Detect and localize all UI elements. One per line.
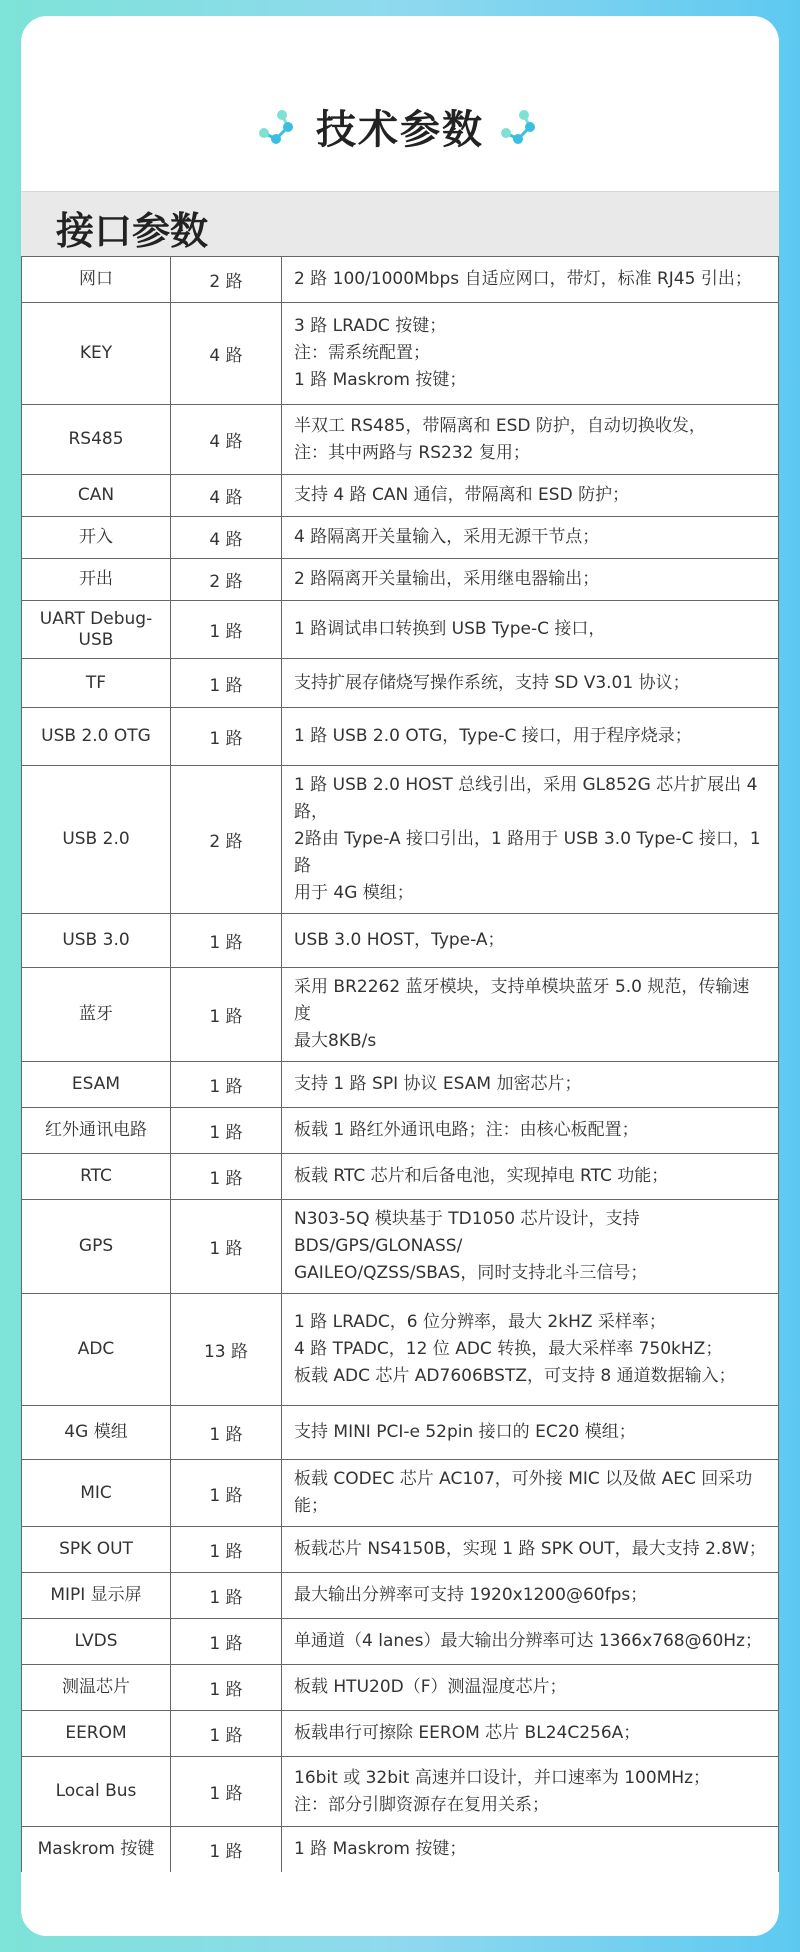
table-row xyxy=(22,1757,779,1827)
card-footer-space xyxy=(21,1872,779,1936)
interface-name-cell: GPS xyxy=(22,1200,171,1294)
table-row xyxy=(22,303,779,405)
description-cell xyxy=(282,659,779,708)
interface-name-cell: TF xyxy=(22,659,171,708)
description-line: 板载 HTU20D（F）测温湿度芯片； xyxy=(294,1677,567,1697)
description-line: 半双工 RS485，带隔离和 ESD 防护，自动切换收发， xyxy=(294,415,706,436)
interface-name-cell: UART Debug-USB xyxy=(22,601,171,659)
table-row xyxy=(22,766,779,914)
description-line: 板载 RTC 芯片和后备电池，实现掉电 RTC 功能； xyxy=(294,1166,669,1186)
description-line: 用于 4G 模组； xyxy=(294,883,414,903)
quantity-cell: 1 路 xyxy=(171,1711,282,1757)
table-row xyxy=(22,1460,779,1527)
quantity-cell: 1 路 xyxy=(171,1527,282,1573)
description-line: 板载串行可擦除 EEROM 芯片 BL24C256A； xyxy=(294,1723,641,1743)
description-line: 1 路 LRADC，6 位分辨率，最大 2kHZ 采样率； xyxy=(294,1312,666,1332)
quantity-cell: 1 路 xyxy=(171,1619,282,1665)
description-cell xyxy=(282,405,779,475)
description-cell xyxy=(282,1665,779,1711)
description-line: 最大8KB/s xyxy=(294,1031,377,1051)
quantity-cell: 1 路 xyxy=(171,1200,282,1294)
quantity-cell: 1 路 xyxy=(171,968,282,1062)
description-line: 板载 ADC 芯片 AD7606BSTZ，可支持 8 通道数据输入； xyxy=(294,1366,736,1386)
table-row xyxy=(22,708,779,766)
description-line: 板载芯片 NS4150B，实现 1 路 SPK OUT，最大支持 2.8W； xyxy=(294,1539,766,1559)
description-cell xyxy=(282,1154,779,1200)
interface-name-cell: 开入 xyxy=(22,517,171,559)
quantity-cell: 2 路 xyxy=(171,766,282,914)
description-cell xyxy=(282,475,779,517)
table-row xyxy=(22,475,779,517)
node-graph-icon xyxy=(256,103,302,149)
description-line: 2 路 100/1000Mbps 自适应网口，带灯，标准 RJ45 引出； xyxy=(294,269,752,289)
description-line: 1 路 Maskrom 按键； xyxy=(294,370,467,390)
page-title: 技术参数 xyxy=(316,106,484,153)
interface-name-cell: USB 3.0 xyxy=(22,914,171,968)
interface-name-cell: 测温芯片 xyxy=(22,1665,171,1711)
description-cell xyxy=(282,1711,779,1757)
section-title: 接口参数 xyxy=(56,209,209,253)
description-line: 采用 BR2262 蓝牙模块，支持单模块蓝牙 5.0 规范，传输速度 xyxy=(294,977,750,1024)
quantity-cell: 1 路 xyxy=(171,1108,282,1154)
quantity-cell: 1 路 xyxy=(171,1406,282,1460)
description-cell xyxy=(282,708,779,766)
table-row xyxy=(22,1154,779,1200)
quantity-cell: 4 路 xyxy=(171,405,282,475)
interface-name-cell: MIC xyxy=(22,1460,171,1527)
quantity-cell: 1 路 xyxy=(171,601,282,659)
quantity-cell: 2 路 xyxy=(171,257,282,303)
table-row xyxy=(22,517,779,559)
table-row xyxy=(22,1294,779,1406)
description-cell xyxy=(282,1200,779,1294)
description-line: 4 路 TPADC，12 位 ADC 转换，最大采样率 750kHZ； xyxy=(294,1339,723,1359)
table-row xyxy=(22,1665,779,1711)
table-row xyxy=(22,914,779,968)
interface-name-cell: 4G 模组 xyxy=(22,1406,171,1460)
quantity-cell: 1 路 xyxy=(171,1827,282,1873)
description-line: 1 路调试串口转换到 USB Type-C 接口， xyxy=(294,619,606,639)
description-cell xyxy=(282,1062,779,1108)
description-cell xyxy=(282,1460,779,1527)
interface-name-cell: MIPI 显示屏 xyxy=(22,1573,171,1619)
description-line: 支持 1 路 SPI 协议 ESAM 加密芯片； xyxy=(294,1074,582,1094)
table-row xyxy=(22,1573,779,1619)
interface-name-cell: RTC xyxy=(22,1154,171,1200)
interface-name-cell: EEROM xyxy=(22,1711,171,1757)
interface-name-cell: 网口 xyxy=(22,257,171,303)
description-cell xyxy=(282,766,779,914)
description-line: 注：其中两路与 RS232 复用； xyxy=(294,442,530,463)
description-cell xyxy=(282,257,779,303)
quantity-cell: 4 路 xyxy=(171,517,282,559)
description-line: 单通道（4 lanes）最大输出分辨率可达 1366x768@60Hz； xyxy=(294,1631,762,1651)
quantity-cell: 1 路 xyxy=(171,1757,282,1827)
interface-name-cell: ESAM xyxy=(22,1062,171,1108)
description-line: 板载 CODEC 芯片 AC107，可外接 MIC 以及做 AEC 回采功能； xyxy=(294,1469,753,1516)
interface-name-cell: ADC xyxy=(22,1294,171,1406)
description-line: 支持扩展存储烧写操作系统，支持 SD V3.01 协议； xyxy=(294,672,690,693)
description-cell xyxy=(282,1527,779,1573)
description-line: USB 3.0 HOST，Type-A； xyxy=(294,930,505,950)
table-row xyxy=(22,1619,779,1665)
description-cell xyxy=(282,1406,779,1460)
table-row xyxy=(22,1108,779,1154)
quantity-cell: 1 路 xyxy=(171,914,282,968)
description-line: 板载 1 路红外通讯电路；注：由核心板配置； xyxy=(294,1120,639,1140)
description-line: 2路由 Type-A 接口引出，1 路用于 USB 3.0 Type-C 接口，1 路 xyxy=(294,829,761,876)
interface-name-cell: Local Bus xyxy=(22,1757,171,1827)
description-line: 支持 4 路 CAN 通信，带隔离和 ESD 防护； xyxy=(294,485,630,505)
table-row xyxy=(22,405,779,475)
interface-name-cell: USB 2.0 xyxy=(22,766,171,914)
quantity-cell: 1 路 xyxy=(171,1154,282,1200)
description-line: 注：部分引脚资源存在复用关系； xyxy=(294,1794,549,1815)
description-cell xyxy=(282,1619,779,1665)
description-line: 1 路 Maskrom 按键； xyxy=(294,1839,467,1859)
table-row xyxy=(22,1527,779,1573)
table-row xyxy=(22,257,779,303)
interface-name-cell: SPK OUT xyxy=(22,1527,171,1573)
section-header xyxy=(21,191,779,257)
quantity-cell: 1 路 xyxy=(171,1665,282,1711)
description-cell xyxy=(282,1294,779,1406)
table-row xyxy=(22,1406,779,1460)
description-cell xyxy=(282,914,779,968)
table-row xyxy=(22,968,779,1062)
interface-name-cell: 蓝牙 xyxy=(22,968,171,1062)
interface-name-cell: 红外通讯电路 xyxy=(22,1108,171,1154)
table-row xyxy=(22,1827,779,1873)
description-line: 2 路隔离开关量输出，采用继电器输出； xyxy=(294,569,600,589)
description-line: GAILEO/QZSS/SBAS，同时支持北斗三信号； xyxy=(294,1263,648,1283)
description-line: 支持 MINI PCI-e 52pin 接口的 EC20 模组； xyxy=(294,1422,636,1442)
spec-card xyxy=(21,16,779,1936)
interface-name-cell: Maskrom 按键 xyxy=(22,1827,171,1873)
description-line: 4 路隔离开关量输入，采用无源干节点； xyxy=(294,527,600,547)
table-row xyxy=(22,659,779,708)
interface-name-cell: KEY xyxy=(22,303,171,405)
table-row xyxy=(22,601,779,659)
description-line: 1 路 USB 2.0 HOST 总线引出，采用 GL852G 芯片扩展出 4 路， xyxy=(294,775,758,822)
description-line: 3 路 LRADC 按键； xyxy=(294,316,447,336)
interface-name-cell: RS485 xyxy=(22,405,171,475)
quantity-cell: 13 路 xyxy=(171,1294,282,1406)
description-cell xyxy=(282,968,779,1062)
interface-name-cell: USB 2.0 OTG xyxy=(22,708,171,766)
title-row xyxy=(21,98,779,154)
table-row xyxy=(22,559,779,601)
table-row xyxy=(22,1200,779,1294)
description-cell xyxy=(282,303,779,405)
quantity-cell: 1 路 xyxy=(171,1062,282,1108)
quantity-cell: 1 路 xyxy=(171,1573,282,1619)
description-line: 注：需系统配置； xyxy=(294,343,430,363)
description-cell xyxy=(282,1573,779,1619)
quantity-cell: 4 路 xyxy=(171,475,282,517)
description-cell xyxy=(282,517,779,559)
quantity-cell: 1 路 xyxy=(171,708,282,766)
description-line: 1 路 USB 2.0 OTG，Type-C 接口，用于程序烧录； xyxy=(294,726,692,746)
description-cell xyxy=(282,1108,779,1154)
quantity-cell: 2 路 xyxy=(171,559,282,601)
interface-name-cell: LVDS xyxy=(22,1619,171,1665)
description-cell xyxy=(282,1827,779,1873)
quantity-cell: 1 路 xyxy=(171,659,282,708)
spec-table xyxy=(21,256,779,1919)
description-line: 16bit 或 32bit 高速并口设计，并口速率为 100MHz； xyxy=(294,1767,711,1788)
description-line: N303-5Q 模块基于 TD1050 芯片设计，支持 BDS/GPS/GLONASS/ xyxy=(294,1209,640,1256)
description-cell xyxy=(282,1757,779,1827)
interface-name-cell: CAN xyxy=(22,475,171,517)
interface-name-cell: 开出 xyxy=(22,559,171,601)
quantity-cell: 1 路 xyxy=(171,1460,282,1527)
description-cell xyxy=(282,559,779,601)
table-row xyxy=(22,1062,779,1108)
description-cell xyxy=(282,601,779,659)
table-row xyxy=(22,1711,779,1757)
description-line: 最大输出分辨率可支持 1920x1200@60fps； xyxy=(294,1585,648,1605)
quantity-cell: 4 路 xyxy=(171,303,282,405)
node-graph-icon xyxy=(498,103,544,149)
